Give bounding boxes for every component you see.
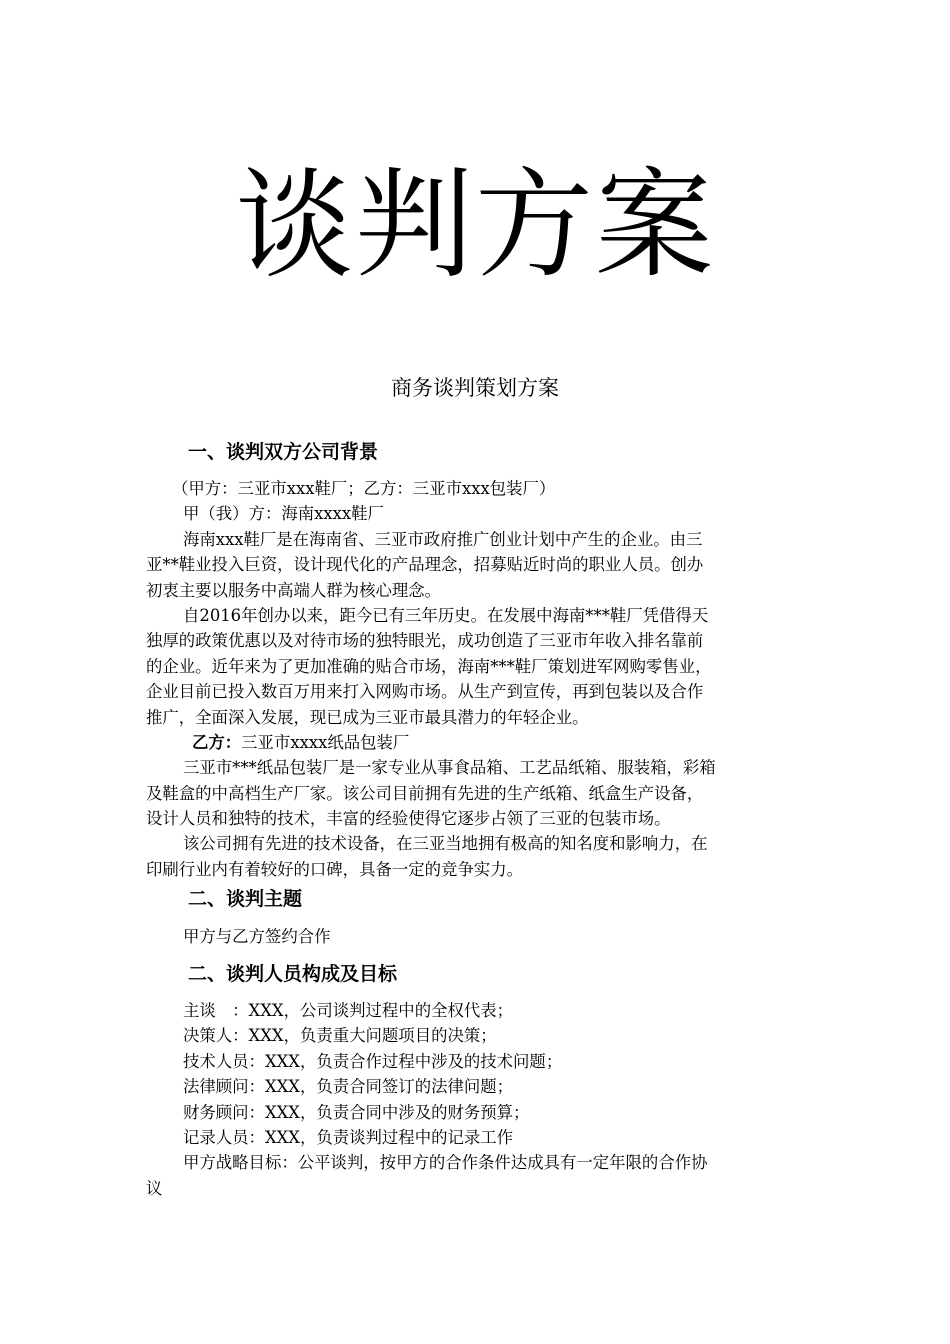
- party-a-line: 甲（我）方：海南xxxx鞋厂: [183, 504, 384, 524]
- para-a2-line: 独厚的政策优惠以及对待市场的独特眼光，成功创造了三亚市年收入排名靠前: [146, 631, 704, 651]
- para-a1-line: 亚**鞋业投入巨资，设计现代化的产品理念，招募贴近时尚的职业人员。创办: [146, 555, 704, 575]
- para-a1-line: 初衷主要以服务中高端人群为核心理念。: [146, 580, 442, 600]
- goal-line: 甲方战略目标：公平谈判，按甲方的合作条件达成具有一定年限的合作协: [183, 1153, 708, 1173]
- member-line: 记录人员：XXX，负责谈判过程中的记录工作: [183, 1127, 514, 1147]
- para-b2-line: 印刷行业内有着较好的口碑，具备一定的竞争实力。: [146, 859, 523, 879]
- party-b-label: 乙方：: [192, 732, 242, 752]
- section1-heading: 一、谈判双方公司背景: [188, 441, 379, 463]
- para-a2-line: 推广，全面深入发展，现已成为三亚市最具潜力的年轻企业。: [146, 707, 589, 727]
- para-b1-line: 三亚市***纸品包装厂是一家专业从事食品箱、工艺品纸箱、服装箱，彩箱: [183, 758, 716, 778]
- member-line: 法律顾问：XXX，负责合同签订的法律问题；: [183, 1077, 514, 1097]
- para-a2-line: 的企业。近年来为了更加准确的贴合市场，海南***鞋厂策划进军网购零售业，: [146, 656, 712, 676]
- member-line: 技术人员：XXX，负责合作过程中涉及的技术问题；: [183, 1051, 563, 1071]
- member-line: 财务顾问：XXX，负责合同中涉及的财务预算；: [183, 1102, 530, 1122]
- para-a1-line: 海南xxx鞋厂是在海南省、三亚市政府推广创业计划中产生的企业。由三: [183, 529, 703, 549]
- para-a2-line: 自2016年创办以来，距今已有三年历史。在发展中海南***鞋厂凭借得天: [183, 605, 709, 625]
- section2-heading: 二、谈判主题: [188, 888, 303, 910]
- para-b1-line: 设计人员和独特的技术，丰富的经验使得它逐步占领了三亚的包装市场。: [146, 809, 671, 829]
- para-b1-line: 及鞋盒的中高档生产厂家。该公司目前拥有先进的生产纸箱、纸盒生产设备，: [146, 783, 704, 803]
- parties-line: （甲方：三亚市xxx鞋厂；乙方：三亚市xxx包装厂）: [172, 479, 556, 498]
- section3-body: [146, 998, 806, 1201]
- section2-body: [146, 924, 806, 949]
- para-b2-line: 该公司拥有先进的技术设备，在三亚当地拥有极高的知名度和影响力，在: [183, 834, 708, 854]
- para-a2-line: 企业目前已投入数百万用来打入网购市场。从生产到宣传，再到包装以及合作: [146, 682, 704, 702]
- goal-line: 议: [146, 1178, 163, 1198]
- member-line: 主谈 ：XXX，公司谈判过程中的全权代表；: [183, 1001, 514, 1020]
- section3-heading: 二、谈判人员构成及目标: [188, 963, 398, 985]
- member-line: 决策人：XXX，负责重大问题项目的决策；: [183, 1026, 497, 1046]
- section1-body: [146, 476, 806, 882]
- party-b-name: 三亚市xxxx纸品包装厂: [241, 732, 410, 752]
- document-title: 谈判方案: [234, 156, 715, 294]
- document-subtitle: 商务谈判策划方案: [391, 376, 559, 400]
- section2-text: 甲方与乙方签约合作: [183, 927, 331, 946]
- party-b-line: [146, 730, 806, 755]
